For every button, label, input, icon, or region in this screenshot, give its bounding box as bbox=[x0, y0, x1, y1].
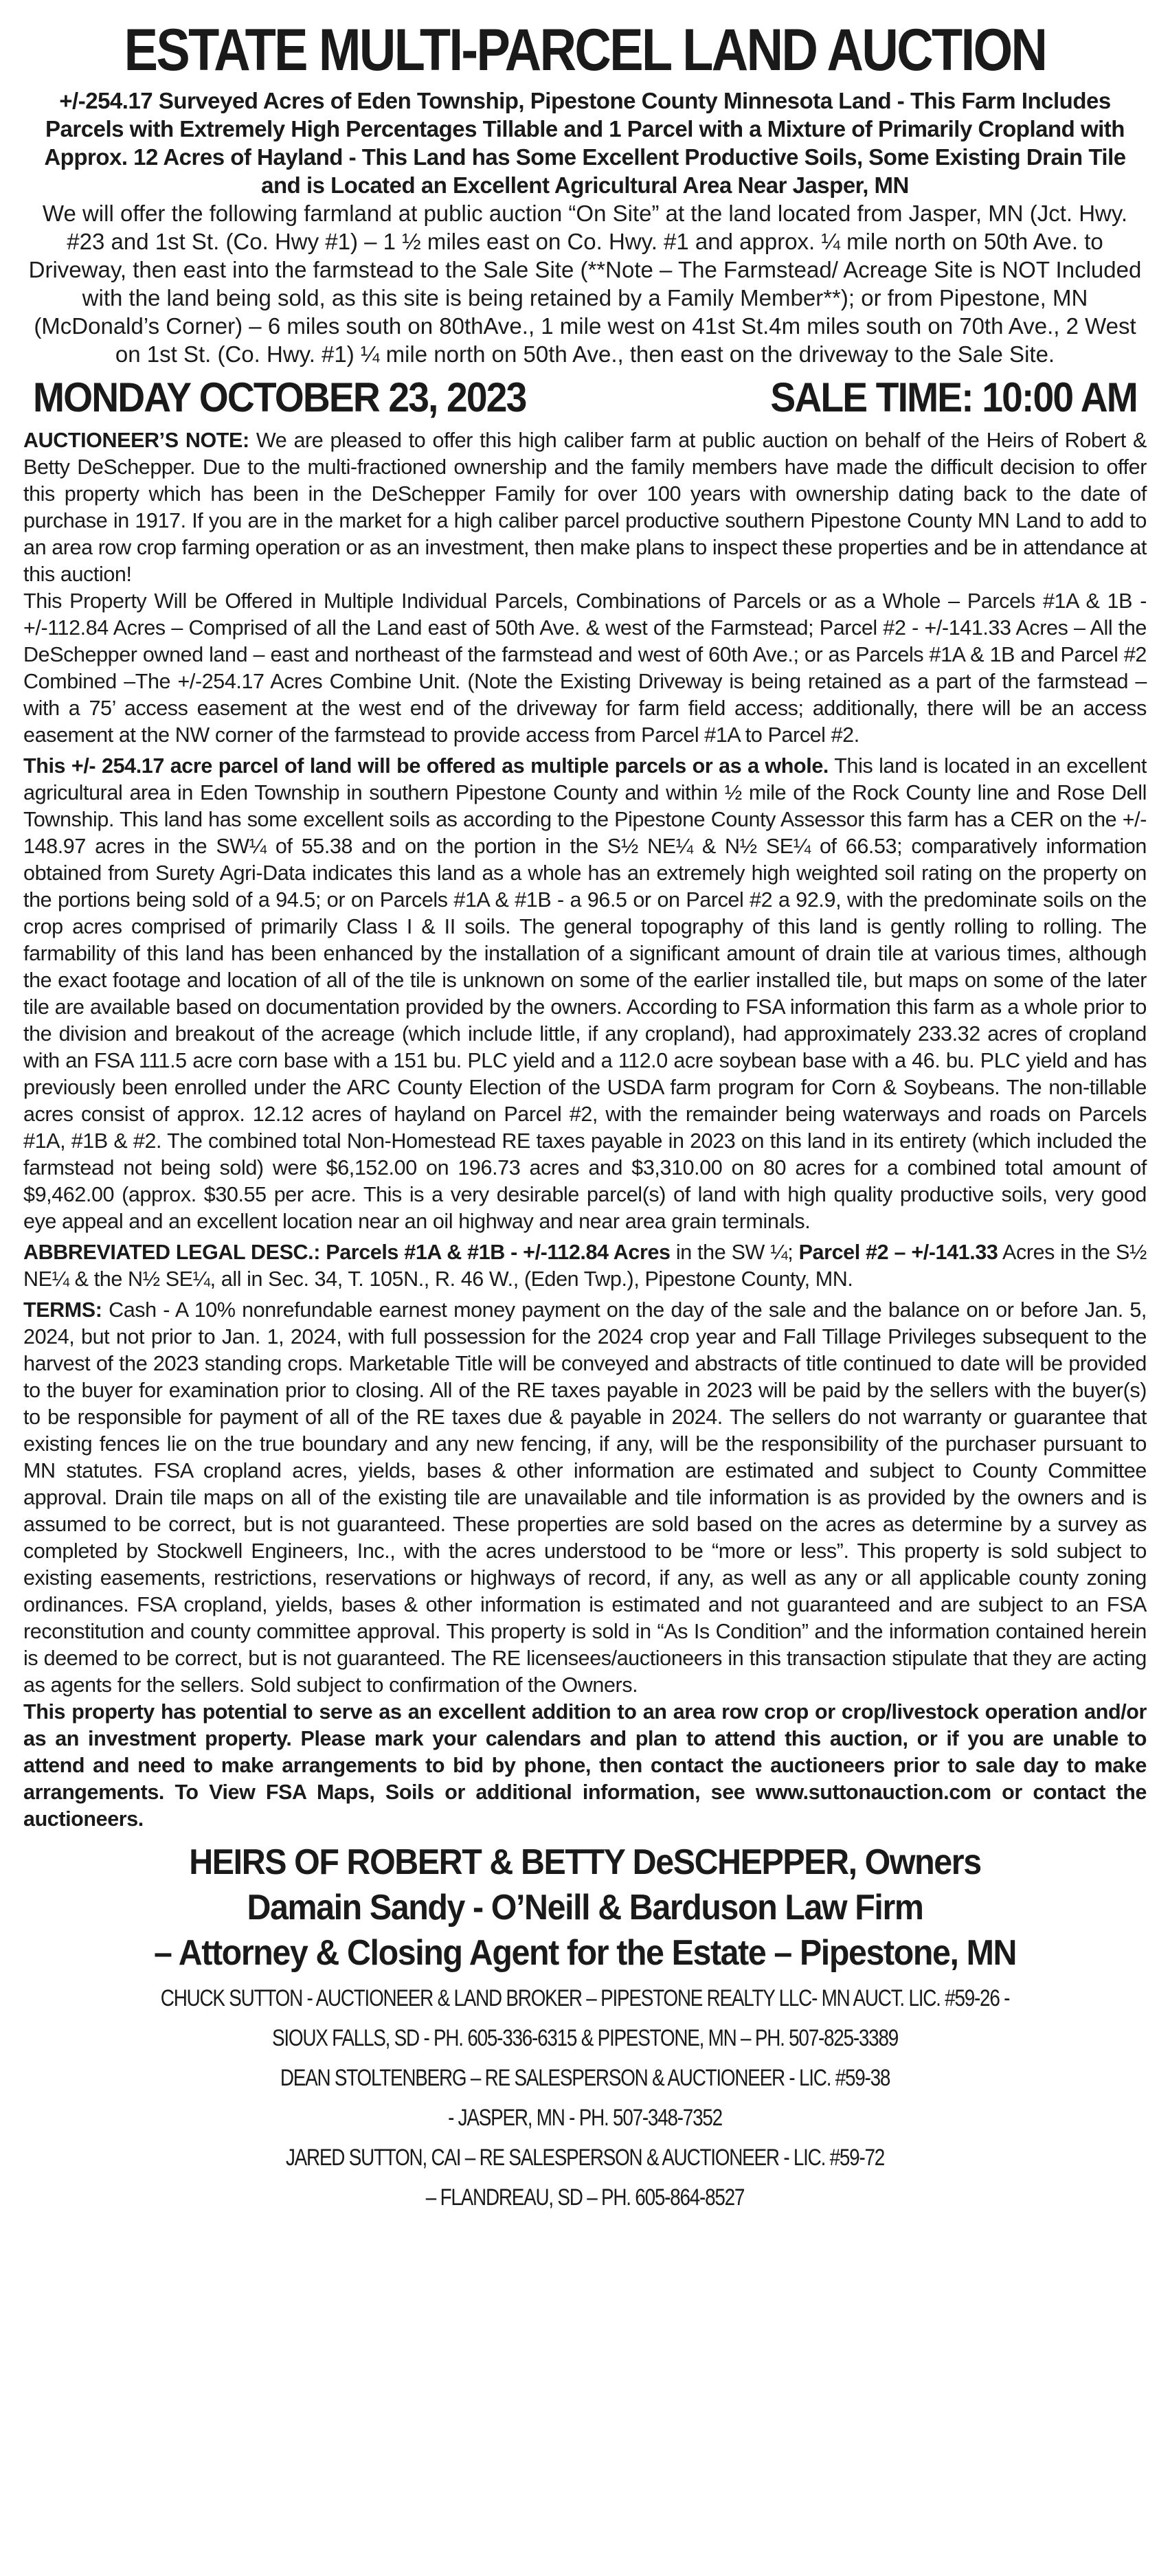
owners-block bbox=[23, 1840, 1147, 1976]
closing-statement: This property has potential to serve as an excellent addition to an area row crop or crop/livestock operation and/or as an investment property. Please mark your calendars and plan to attend this auction, or if you are unable to attend and need to make arrangements to bid by phone, then contact the auctioneers prior to sale day to make arrangements. To View FSA Maps, Soils or additional information, see www.suttonauction.com or contact the auctioneers. bbox=[23, 1700, 1147, 1831]
terms-text: Cash - A 10% nonrefundable earnest money payment on the day of the sale and the balance on or before Jan. 5, 2024, but not prior to Jan. 1, 2024, with full possession for the 2024 crop year and Fall Tillage Privileges subsequent to the harvest of the 2023 standing crops. Marketable Title will be conveyed and abstracts of title continued to date will be provided to the buyer for examination prior to closing. All of the RE taxes payable in 2023 will be paid by the sellers with the buyer(s) to be responsible for payment of all of the RE taxes due & payable in 2024. The sellers do not warranty or guarantee that existing fences lie on the true boundary and any new fencing, if any, will be the responsibility of the purchaser pursuant to MN statutes. FSA cropland acres, yields, bases & other information are estimated and subject to County Committee approval. Drain tile maps on all of the existing tile are unavailable and tile information is as provided by the owners and is assumed to be correct, but is not guaranteed. These properties are sold based on the acres as determine by a survey as completed by Stockwell Engineers, Inc., with the acres understood to be “more or less”. This property is sold subject to existing easements, restrictions, reservations or highways of record, if any, as well as any or all applicable county zoning ordinances. FSA cropland, yields, bases & other information is estimated and not guaranteed and are subject to an FSA reconstitution and county committee approval. This property is sold in “As Is Condition” and the information contained herein is deemed to be correct, but is not guaranteed. The RE licensees/auctioneers in this transaction stipulate that they are acting as agents for the sellers. Sold subject to confirmation of the Owners. bbox=[23, 1298, 1147, 1697]
attorney-line: Damain Sandy - O’Neill & Barduson Law Firm bbox=[247, 1888, 923, 1928]
auctioneer-note bbox=[23, 427, 1147, 749]
subheadline: +/-254.17 Surveyed Acres of Eden Township, Pipestone County Minnesota Land - This Farm Includes Parcels with Extremely High Percentages Tillable and 1 Parcel with a Mixture of Primarily Cropland with Approx. 12 Acres of Hayland - This Land has Some Excellent Productive Soils, Some Existing Drain Tile and is Located an Excellent Agricultural Area Near Jasper, MN bbox=[44, 88, 1126, 198]
sale-date: MONDAY OCTOBER 23, 2023 bbox=[33, 374, 526, 420]
legal-description-lead: ABBREVIATED LEGAL DESC.: Parcels #1A & #1B - +/-112.84 Acres bbox=[23, 1241, 671, 1264]
sale-date-row bbox=[23, 372, 1147, 423]
contact-line: CHUCK SUTTON - AUCTIONEER & LAND BROKER – PIPESTONE REALTY LLC- MN AUCT. LIC. #59-26 - bbox=[160, 1985, 1010, 2011]
sale-time: SALE TIME: 10:00 AM bbox=[770, 374, 1137, 420]
auctioneer-note-text: We are pleased to offer this high caliber farm at public auction on behalf of the Heirs of Robert & Betty DeSchepper. Due to the multi-fractioned ownership and the family members have made the difficult decision to offer this property which has been in the DeSchepper Family for over 100 years with ownership dating back to the date of purchase in 1917. If you are in the market for a high caliber parcel productive southern Pipestone County MN Land to add to an area row crop farming operation or as an investment, then make plans to inspect these properties and be in attendance at this auction! bbox=[23, 429, 1147, 586]
headline: ESTATE MULTI-PARCEL LAND AUCTION bbox=[124, 17, 1046, 83]
contact-line: SIOUX FALLS, SD - PH. 605-336-6315 & PIPESTONE, MN – PH. 507-825-3389 bbox=[271, 2025, 899, 2051]
legal-description-mid: in the SW ¼; bbox=[670, 1241, 799, 1264]
terms-lead: TERMS: bbox=[23, 1298, 102, 1322]
auctioneer-note-lead: AUCTIONEER’S NOTE: bbox=[23, 429, 249, 452]
contact-line: DEAN STOLTENBERG – RE SALESPERSON & AUCTIONEER - LIC. #59-38 bbox=[280, 2065, 890, 2091]
contact-line: JARED SUTTON, CAI – RE SALESPERSON & AUCTIONEER - LIC. #59-72 bbox=[285, 2145, 885, 2171]
legal-description-parcel2: Parcel #2 – +/-141.33 bbox=[798, 1241, 998, 1264]
property-description-lead: This +/- 254.17 acre parcel of land will be offered as multiple parcels or as a whole. bbox=[23, 754, 829, 778]
closing-agent-line: – Attorney & Closing Agent for the Estate – Pipestone, MN bbox=[153, 1933, 1017, 1973]
offering-text: This Property Will be Offered in Multiple Individual Parcels, Combinations of Parcels or as a Whole – Parcels #1A & 1B - +/-112.84 Acres – Comprised of all the Land east of 50th Ave. & west of the Farmstead; Parcel #2 - +/-141.33 Acres – All the DeSchepper owned land – east and northeast of the farmstead and west of 60th Ave.; or as Parcels #1A & 1B and Parcel #2 Combined –The +/-254.17 Acres Combine Unit. (Note the Existing Driveway is being retained as a part of the farmstead – with a 75’ access easement at the west end of the driveway for farm field access; additionally, there will be an access easement at the NW corner of the farmstead to provide access from Parcel #1A to Parcel #2. bbox=[23, 589, 1147, 747]
contacts-block bbox=[23, 1978, 1147, 2217]
property-description-text: This land is located in an excellent agricultural area in Eden Township in southern Pipestone County and within ½ mile of the Rock County line and Rose Dell Township. This land has some excellent soils as according to the Pipestone County Assessor this farm has a CER on the +/- 148.97 acres in the SW¼ of 55.38 and on the portion in the S½ NE¼ & N½ SE¼ of 66.53; comparatively information obtained from Surety Agri-Data indicates this land as a whole has an extremely high weighted soil rating on the property on the portions being sold of a 94.5; or on Parcels #1A & #1B - a 96.5 or on Parcel #2 a 92.9, with the predominate soils on the crop acres comprised of primarily Class I & II soils. The general topography of this land is gently rolling to rolling. The farmability of this land has been enhanced by the installation of a significant amount of drain tile at various times, although the exact footage and location of all of the tile is unknown on some of the earlier installed tile, but maps on some of the later tile are available based on documentation provided by the owners. According to FSA information this farm as a whole prior to the division and breakout of the acreage (which include little, if any cropland), had approximately 233.32 acres of cropland with an FSA 111.5 acre corn base with a 151 bu. PLC yield and a 112.0 acre soybean base with a 46. bu. PLC yield and has previously been enrolled under the ARC County Election of the USDA farm program for Corn & Soybeans. The non-tillable acres consist of approx. 12.12 acres of hayland on Parcel #2, with the remainder being waterways and roads on Parcels #1A, #1B & #2. The combined total Non-Homestead RE taxes payable in 2023 on this land in its entirety (which included the farmstead not being sold) were $6,152.00 on 196.73 acres and $3,310.00 on 80 acres for a combined total amount of $9,462.00 (approx. $30.55 per acre. This is a very desirable parcel(s) of land with high quality productive soils, very good eye appeal and an excellent location near an oil highway and near area grain terminals. bbox=[23, 754, 1147, 1233]
terms bbox=[23, 1297, 1147, 1833]
legal-description-rest: Acres in the S½ NE¼ & the N½ SE¼, all in Sec. 34, T. 105N., R. 46 W., (Eden Twp.), Pipestone County, MN. bbox=[23, 1241, 1147, 1291]
legal-description bbox=[23, 1239, 1147, 1293]
owners-line: HEIRS OF ROBERT & BETTY DeSCHEPPER, Owners bbox=[189, 1842, 981, 1882]
directions-intro: We will offer the following farmland at public auction “On Site” at the land located from Jasper, MN (Jct. Hwy. #23 and 1st St. (Co. Hwy #1) – 1 ½ miles east on Co. Hwy. #1 and approx. ¼ mile north on 50th Ave. to Driveway, then east into the farmstead to the Sale Site (**Note – The Farmstead/ Acreage Site is NOT Included with the land being sold, as this site is being retained by a Family Member**); or from Pipestone, MN (McDonald’s Corner) – 6 miles south on 80thAve., 1 mile west on 41st St.4m miles south on 70th Ave., 2 West on 1st St. (Co. Hwy. #1) ¼ mile north on 50th Ave., then east on the driveway to the Sale Site. bbox=[28, 201, 1142, 367]
contact-line: – FLANDREAU, SD – PH. 605-864-8527 bbox=[425, 2184, 745, 2211]
contact-line: - JASPER, MN - PH. 507-348-7352 bbox=[448, 2105, 722, 2131]
property-description bbox=[23, 753, 1147, 1235]
